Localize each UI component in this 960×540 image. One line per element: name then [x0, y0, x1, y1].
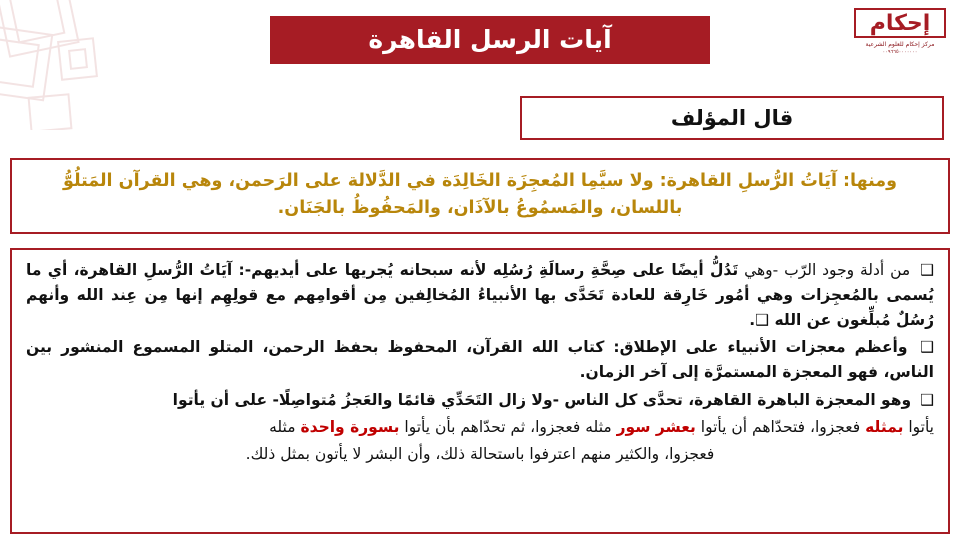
quote-box — [10, 158, 950, 234]
bullet-icon: ❑ — [920, 390, 934, 409]
final-line-1-highlight-1: بمثله — [865, 417, 904, 436]
decorative-watermark — [0, 0, 150, 130]
final-line-1-highlight-3: بسورة واحدة — [300, 417, 400, 436]
paragraph-3 — [26, 388, 934, 413]
paragraph-2-text: وأعظم معجزات الأنبياء على الإطلاق: كتاب الله القرآن، المحفوظ بحفظ الرحمن، المتلو المسموع المنشور بين الناس، فهو المعجزة المستمرَّة إلى آخر الزمان. — [26, 338, 934, 382]
final-line-1-part-1: يأتوا — [903, 417, 934, 436]
slide-title-banner — [270, 16, 710, 64]
page-title: آيات الرسل القاهرة — [368, 25, 612, 54]
paragraph-3-text: وهو المعجزة الباهرة القاهرة، تحدَّى كل الناس -ولا زال التَحَدِّي قائمًا والعَجزُ مُتواصِلًا- على أن يأتوا — [172, 390, 912, 409]
brand-logo — [854, 8, 946, 56]
logo-frame — [854, 8, 946, 38]
logo-wordmark: إحكام — [869, 11, 931, 36]
author-quote-heading-box — [520, 96, 944, 140]
final-line-1-part-3: مثله فعجزوا، ثم تحدّاهم بأن يأتوا — [399, 417, 617, 436]
quote-line-2: باللسان، والمَسمُوعُ بالآذَان، والمَحفُوظُ بالجَنَان. — [277, 198, 683, 219]
author-quote-heading: قال المؤلف — [670, 106, 794, 130]
logo-subtitle: مركز إحكام للعلوم الشرعية — [865, 41, 935, 49]
final-line-2-text: فعجزوا، والكثير منهم اعترفوا باستحالة ذلك، وأن البشر لا يأتون بمثل ذلك. — [245, 444, 715, 463]
logo-contact: ٠٠٩٦٦٥٠٠٠٠٠٠٠ — [882, 49, 918, 56]
quote-line-1: ومنها: آيَاتُ الرُّسلِ القاهرة: ولا سيَّمِا المُعجِزَة الخَالِدَة في الدَّلالة على الرَحمن، وهي القرآن المَتلُوُّ — [62, 171, 898, 191]
bullet-icon: ❑ — [920, 261, 934, 279]
paragraph-1-text-b: تَدُلُّ أيضًا على صِحَّةِ رسالَةِ رُسُلِه لأنه سبحانه يُجريها على أيديهم-: آيَاتُ الرُّسلِ القاهرة، أي ما يُسمى بالمُعجِزات وهي أمُور خَارِقة للعادة تَحَدَّى بها الأنبياءُ المُخالِفين مِن أقوامِهم مع قولِهِم إنها مِن عِند الله وأنهم رُسُلٌ مُبلِّغون عن الله ❑. — [26, 261, 934, 330]
paragraph-5 — [26, 442, 934, 467]
explanation-box — [10, 248, 950, 534]
final-line-1-part-2: فعجزوا، فتحدّاهم أن يأتوا — [695, 417, 866, 436]
final-line-1-part-4: مثله — [269, 417, 301, 436]
paragraph-4 — [26, 415, 934, 440]
paragraph-1-text-a: من أدلة وجود الرّب -وهي — [738, 261, 911, 279]
bullet-icon: ❑ — [920, 338, 934, 357]
paragraph-2 — [26, 335, 934, 385]
paragraph-1 — [26, 258, 934, 333]
final-line-1-highlight-2: بعشر سور — [616, 417, 696, 436]
